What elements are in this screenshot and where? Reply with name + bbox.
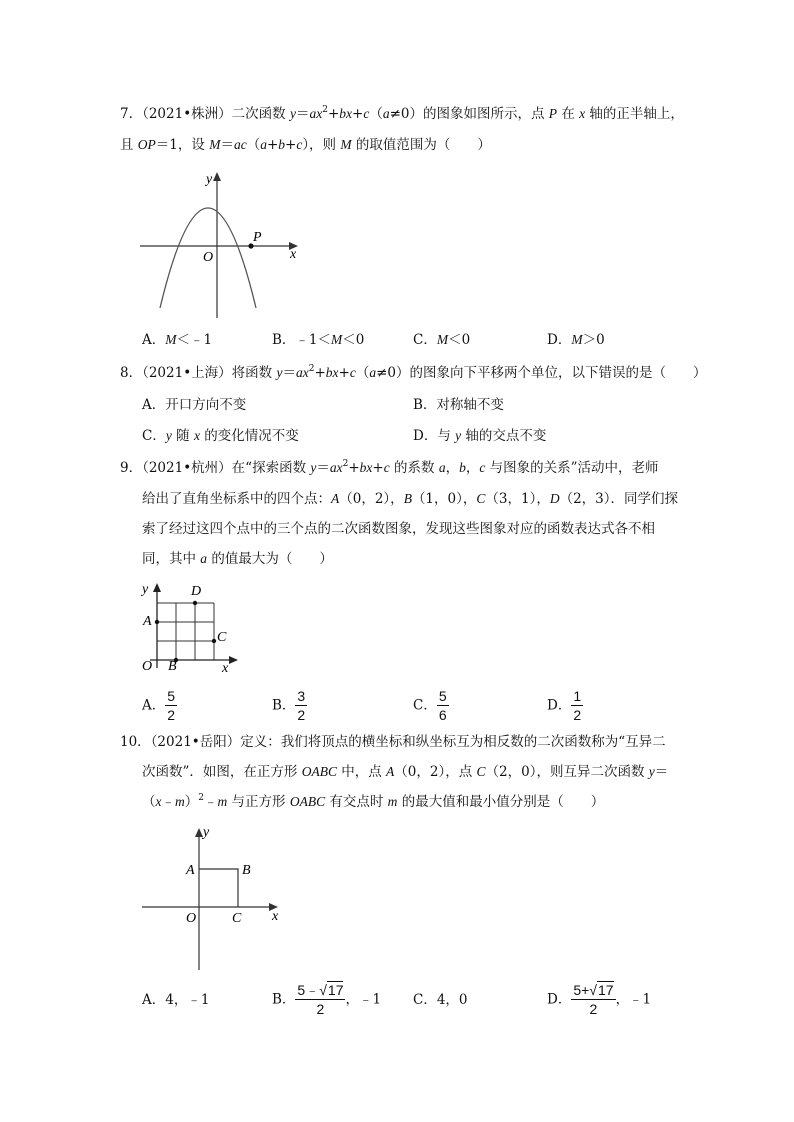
- option-letter: A．: [142, 397, 166, 413]
- fraction-denominator: 2: [589, 1001, 598, 1017]
- q10-text: 次函数”．如图，在正方形: [142, 764, 302, 780]
- q10-var: A: [386, 764, 395, 779]
- fraction-numerator: 5: [438, 688, 447, 704]
- option-var: y: [455, 428, 462, 443]
- option-text: 轴的交点不变: [461, 428, 547, 444]
- option-letter: D．: [547, 332, 572, 348]
- q10-number: 10．: [120, 734, 151, 750]
- q9-source: （2021•杭州）: [142, 460, 232, 476]
- q9-text: 给出了直角坐标系中的四个点：: [142, 491, 331, 507]
- option-text: 开口方向不变: [165, 397, 247, 413]
- fraction-denominator: 2: [316, 1001, 325, 1017]
- q8-var: c: [349, 365, 356, 380]
- option-letter: C．: [413, 332, 437, 348]
- q10-label-a: A: [186, 863, 195, 878]
- q7-var: a: [382, 106, 390, 121]
- q9-text: +: [348, 460, 360, 476]
- q8-line1: [120, 363, 706, 383]
- option-letter: B．: [272, 332, 296, 348]
- q7-text: +: [327, 106, 340, 122]
- q8-source: （2021•上海）: [142, 365, 232, 381]
- q7-var: ax: [309, 106, 323, 121]
- option-text: 的变化情况不变: [199, 428, 299, 444]
- q9-label-c: C: [217, 630, 227, 645]
- q9-point-d: [193, 601, 197, 605]
- option-var: M: [571, 332, 583, 347]
- q9-label-x: x: [222, 661, 229, 674]
- q7-var: P: [548, 106, 558, 121]
- q7-option-a[interactable]: [142, 330, 212, 350]
- q8-text: ＝: [282, 365, 296, 381]
- q10-line3: [142, 792, 604, 812]
- q9-var: D: [549, 491, 560, 506]
- q9-text: ，: [445, 460, 460, 476]
- q7-text: +: [352, 106, 364, 122]
- q9-text: ＝: [316, 460, 330, 476]
- option-fraction: [437, 687, 449, 724]
- option-text: ﹣1＜: [295, 332, 332, 348]
- fraction-denominator: 2: [297, 707, 306, 723]
- q9-exponent: 2: [342, 459, 349, 469]
- q10-option-c[interactable]: [413, 990, 468, 1010]
- option-text: 4，0: [436, 992, 468, 1008]
- q9-var: bx: [359, 460, 373, 475]
- q7-exponent: 2: [322, 105, 328, 115]
- q7-text: 二次函数: [231, 106, 290, 122]
- option-text: ＜0: [448, 332, 471, 348]
- q7-var: OP: [137, 137, 156, 152]
- q7-label-y: y: [206, 172, 213, 187]
- option-var: M: [436, 332, 449, 347]
- q7-var: b: [278, 137, 285, 152]
- q8-text: +: [314, 365, 326, 381]
- q9-grid: [157, 603, 214, 660]
- q10-source: （2021•岳阳）: [150, 734, 241, 750]
- q8-option-a[interactable]: [142, 395, 246, 415]
- q10-text: （0，2），点: [394, 764, 477, 780]
- q9-var: A: [331, 491, 340, 506]
- q10-option-b[interactable]: [272, 981, 381, 1018]
- q8-text: +: [338, 365, 350, 381]
- q10-text: （2，0），则互异二次函数: [485, 764, 649, 780]
- q10-text: 定义：我们将顶点的横坐标和纵坐标互为相反数的二次函数称为“互异二: [240, 734, 666, 750]
- q9-var: ax: [329, 460, 343, 475]
- q7-var: bx: [339, 106, 353, 121]
- q7-text: ＝1，设: [155, 137, 210, 153]
- q7-var: M: [340, 137, 352, 152]
- q9-text: （2，3）．同学们探: [559, 491, 679, 507]
- fraction-denominator: 6: [438, 707, 447, 723]
- numerator-prefix: 5+: [573, 982, 590, 998]
- q9-option-a[interactable]: [142, 687, 177, 724]
- option-text: 与: [437, 428, 456, 444]
- q7-var: ac: [233, 137, 247, 152]
- q7-text: ），则: [302, 137, 341, 153]
- q10-text: ＝: [654, 764, 669, 780]
- q7-label-x: x: [290, 247, 297, 262]
- q9-line1: [120, 458, 659, 478]
- q10-label-o: O: [186, 911, 197, 926]
- q7-number: 7．: [120, 106, 143, 122]
- q9-text: +: [372, 460, 384, 476]
- q9-var: a: [438, 460, 446, 475]
- q7-text: （: [246, 137, 261, 153]
- q9-label-y: y: [142, 582, 149, 597]
- q9-text: ，: [465, 460, 480, 476]
- q10-option-a[interactable]: [142, 990, 209, 1010]
- q7-figure: [140, 168, 310, 320]
- option-text: ，﹣1: [345, 991, 382, 1008]
- q10-line1: [120, 732, 666, 752]
- option-letter: C．: [413, 992, 437, 1008]
- q9-line3: 索了经过这四个点中的三个点的二次函数图象，发现这些图象对应的函数表达式各不相: [142, 521, 655, 537]
- q9-line2: [142, 489, 678, 509]
- q9-label-b: B: [168, 659, 177, 674]
- q10-var: x: [155, 794, 162, 809]
- option-letter: B．: [272, 991, 296, 1008]
- q7-var: c: [296, 137, 303, 152]
- q7-line1: [120, 104, 684, 124]
- q9-var: c: [479, 460, 486, 475]
- q10-text: ﹣: [161, 794, 175, 810]
- option-letter: B．: [413, 397, 437, 413]
- option-fraction: [295, 981, 345, 1018]
- fraction-numerator: 5: [167, 688, 176, 704]
- q10-var: y: [648, 764, 655, 779]
- option-letter: D．: [547, 697, 572, 714]
- q9-var: b: [459, 460, 466, 475]
- fraction-numerator: 3: [297, 688, 306, 704]
- q8-var: ax: [295, 365, 309, 380]
- q8-text: 将函数: [231, 365, 277, 381]
- option-text: 对称轴不变: [436, 397, 504, 413]
- q9-var: a: [200, 551, 208, 566]
- option-var: M: [165, 332, 177, 347]
- option-text: ＜0: [342, 332, 365, 348]
- q9-option-d[interactable]: [547, 687, 583, 724]
- q10-var: m: [217, 794, 228, 809]
- q8-var: y: [276, 365, 283, 380]
- q9-option-c[interactable]: [413, 687, 449, 724]
- q7-line2: [120, 135, 491, 155]
- q7-text: ＝: [295, 106, 310, 122]
- q9-label-o: O: [142, 659, 153, 674]
- q7-var: x: [579, 106, 586, 121]
- q9-x-arrow: [229, 656, 238, 664]
- q10-var: OABC: [301, 764, 337, 779]
- q7-var: y: [289, 106, 296, 121]
- q9-point-c: [212, 639, 216, 643]
- q7-var: M: [209, 137, 221, 152]
- q9-var: B: [403, 491, 412, 506]
- option-text: ＜﹣1: [176, 332, 213, 348]
- q7-var: a: [260, 137, 267, 152]
- option-letter: C．: [142, 428, 166, 444]
- q7-text: （: [369, 106, 383, 122]
- q10-text: 中，点: [336, 764, 387, 780]
- option-text: 4，﹣1: [165, 992, 210, 1008]
- q10-text: 有交点时: [325, 794, 388, 810]
- q7-option-c[interactable]: [413, 330, 470, 350]
- q7-text: ≠0）的图象如图所示，点: [389, 106, 549, 122]
- q7-option-b[interactable]: [272, 330, 364, 350]
- q9-text: （3，1），: [485, 491, 550, 507]
- q9-figure: [138, 578, 250, 674]
- q8-option-c[interactable]: [142, 426, 299, 446]
- option-letter: B．: [272, 697, 296, 714]
- q9-text: 与图象的关系”活动中，老师: [485, 460, 659, 476]
- fraction-numerator: 1: [573, 688, 582, 704]
- q7-text: ＝: [220, 137, 234, 153]
- q10-exponent: 2: [198, 793, 204, 803]
- radicand: 17: [327, 982, 344, 998]
- q10-var: m: [387, 794, 398, 809]
- q9-var: y: [310, 460, 317, 475]
- q7-text: +: [266, 137, 279, 153]
- q7-source: （2021•株洲）: [142, 106, 232, 122]
- option-letter: D．: [547, 991, 572, 1008]
- q10-var: C: [476, 764, 486, 779]
- q10-label-y: y: [203, 825, 210, 840]
- q10-label-c: C: [232, 911, 242, 926]
- option-letter: A．: [142, 992, 166, 1008]
- option-fraction: [165, 687, 177, 724]
- option-letter: A．: [142, 332, 166, 348]
- q9-label-a: A: [143, 614, 152, 629]
- option-var: M: [331, 332, 343, 347]
- q9-var: C: [476, 491, 486, 506]
- q10-y-arrow: [195, 828, 203, 837]
- q9-y-arrow: [153, 583, 161, 592]
- option-letter: C．: [413, 697, 437, 714]
- q7-label-p: P: [253, 230, 262, 245]
- fraction-denominator: 2: [573, 707, 582, 723]
- option-text: ，﹣1: [615, 991, 652, 1008]
- q7-text: +: [285, 137, 297, 153]
- q10-text: 与正方形: [227, 794, 290, 810]
- q8-var: bx: [325, 365, 339, 380]
- q8-number: 8．: [120, 365, 143, 381]
- q10-var: OABC: [289, 794, 326, 809]
- q10-text: ﹣: [203, 794, 218, 810]
- q8-option-b[interactable]: [413, 395, 504, 415]
- q9-text: （0，2），: [339, 491, 404, 507]
- option-var: x: [193, 428, 200, 443]
- q10-var: m: [175, 794, 185, 809]
- q9-text: 的系数: [389, 460, 439, 476]
- option-text: ＞0: [582, 332, 605, 348]
- q7-var: c: [363, 106, 370, 121]
- option-fraction: [571, 981, 615, 1018]
- q8-var: a: [369, 365, 377, 380]
- q8-exponent: 2: [308, 364, 315, 374]
- q10-figure: [138, 822, 288, 974]
- q9-var: c: [383, 460, 390, 475]
- q9-line4: [142, 549, 333, 569]
- option-fraction: [295, 687, 307, 724]
- q10-label-b: B: [242, 863, 251, 878]
- fraction-numerator: 5﹣√17: [297, 982, 344, 998]
- q8-text: （: [355, 365, 370, 381]
- q8-option-d[interactable]: [413, 426, 546, 446]
- q7-label-o: O: [203, 250, 214, 265]
- q10-square: [199, 869, 238, 907]
- q7-y-arrow: [213, 172, 221, 181]
- q10-text: ）: [184, 794, 199, 810]
- option-letter: A．: [142, 697, 166, 714]
- q7-text: 且: [120, 137, 138, 153]
- q9-option-b[interactable]: [272, 687, 307, 724]
- q10-option-d[interactable]: [547, 981, 651, 1018]
- q9-text: 在“探索函数: [231, 460, 311, 476]
- option-var: y: [165, 428, 172, 443]
- q10-line2: [142, 762, 668, 782]
- q9-number: 9．: [120, 460, 143, 476]
- q7-option-d[interactable]: [547, 330, 605, 350]
- q9-label-d: D: [191, 584, 202, 599]
- q9-point-a: [155, 620, 159, 624]
- q9-text: 同，其中: [142, 551, 201, 567]
- option-text: 随: [171, 428, 194, 444]
- radicand: 17: [597, 982, 614, 998]
- fraction-numerator: 5+√17: [573, 982, 614, 998]
- q10-text: 的最大值和最小值分别是（ ）: [397, 794, 605, 810]
- q9-text: （1，0），: [411, 491, 477, 507]
- q7-text: 的取值范围为（ ）: [351, 137, 491, 153]
- option-letter: D．: [413, 428, 438, 444]
- numerator-prefix: 5﹣: [297, 982, 320, 998]
- option-fraction: [571, 687, 583, 724]
- q9-text: 的值最大为（ ）: [207, 551, 333, 567]
- q7-text: 在: [557, 106, 580, 122]
- fraction-denominator: 2: [167, 707, 176, 723]
- q7-text: 轴的正半轴上，: [585, 106, 684, 122]
- q8-text: ≠0）的图象向下平移两个单位，以下错误的是（ ）: [376, 365, 707, 381]
- q10-label-x: x: [272, 909, 279, 924]
- q10-text: （: [142, 794, 156, 810]
